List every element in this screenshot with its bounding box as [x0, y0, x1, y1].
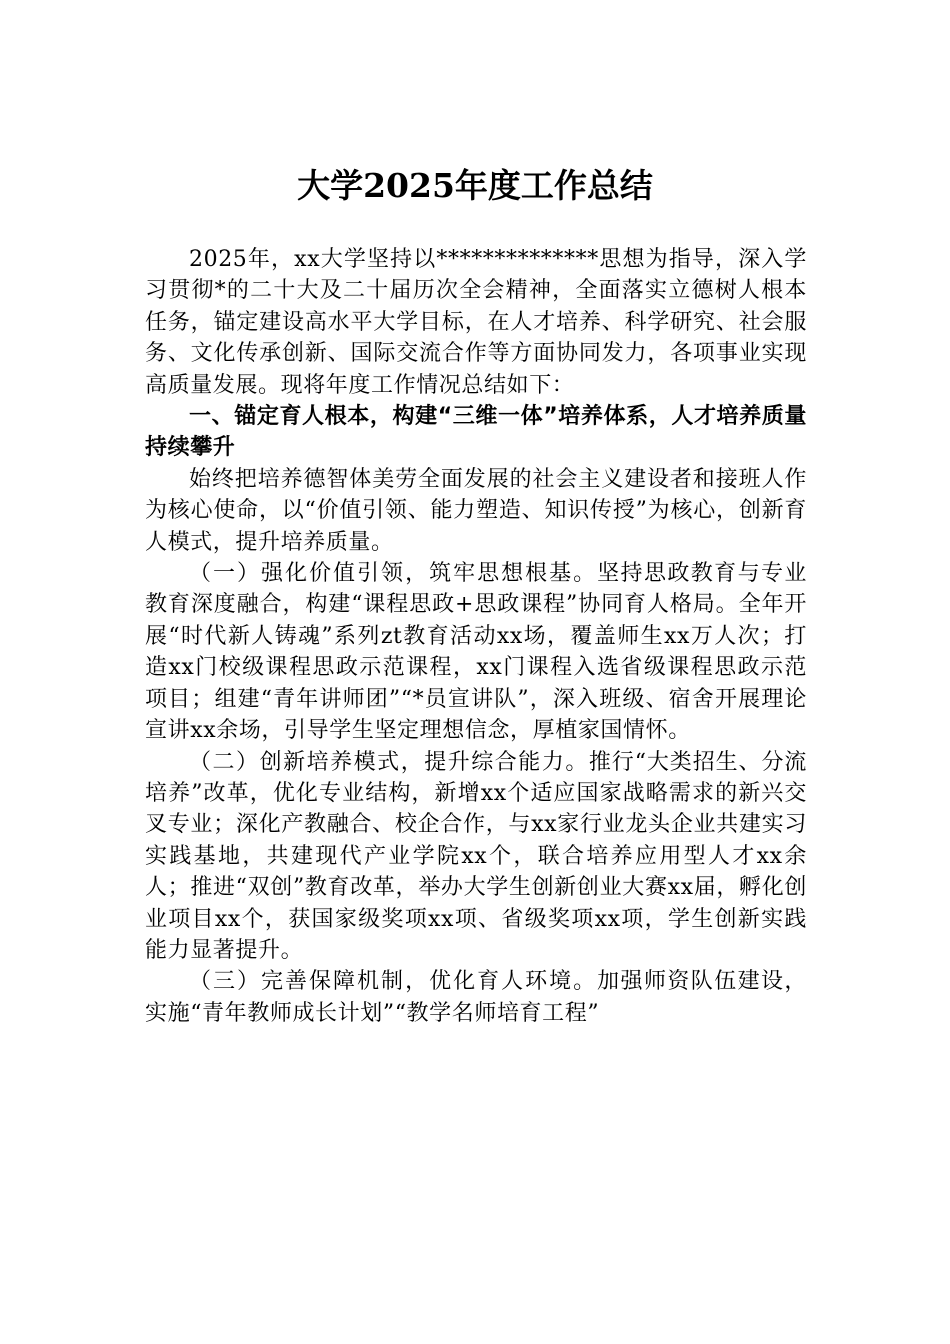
section-1-intro-paragraph: 始终把培养德智体美劳全面发展的社会主义建设者和接班人作为核心使命，以“价值引领、能力塑造、知识传授”为核心，创新育人模式，提升培养质量。 — [145, 466, 807, 555]
section-heading-1: 一、锚定育人根本，构建“三维一体”培养体系，人才培养质量持续攀升 — [145, 404, 807, 461]
subsection-2-lead: （二）创新培养模式，提升综合能力。 — [189, 749, 589, 775]
subsection-3-text: 加强师资队伍建设，实施“青年教师成长计划”“教学名师培育工程” — [145, 969, 808, 1026]
document-title: 大学2025年度工作总结 — [297, 166, 653, 205]
subsection-1-lead: （一）强化价值引领，筑牢思想根基。 — [189, 561, 598, 587]
subsection-1-paragraph — [145, 558, 807, 746]
subsection-2-text: 推行“大类招生、分流培养”改革，优化专业结构，新增xx个适应国家战略需求的新兴交叉专业；深化产教融合、校企合作，与xx家行业龙头企业共建实习实践基地，共建现代产业学院xx个，联合培养应用型人才xx余人；推进“双创”教育改革，举办大学生创新创业大赛xx届，孵化创业项目xx个，获国家级奖项xx项、省级奖项xx项，学生创新实践能力显著提升。 — [145, 749, 807, 963]
subsection-3-paragraph — [145, 966, 807, 1029]
subsection-2-paragraph — [145, 747, 807, 967]
document-body — [145, 244, 807, 1029]
intro-paragraph: 2025年，xx大学坚持以**************思想为指导，深入学习贯彻*的二十大及二十届历次全会精神，全面落实立德树人根本任务，锚定建设高水平大学目标，在人才培养、科学研究、社会服务、文化传承创新、国际交流合作等方面协同发力，各项事业实现高质量发展。现将年度工作情况总结如下： — [145, 247, 807, 398]
subsection-3-lead: （三）完善保障机制，优化育人环境。 — [189, 969, 598, 995]
subsection-1-text: 坚持思政教育与专业教育深度融合，构建“课程思政+思政课程”协同育人格局。全年开展“时代新人铸魂”系列zt教育活动xx场，覆盖师生xx万人次；打造xx门校级课程思政示范课程，xx门课程入选省级课程思政示范项目；组建“青年讲师团”“*员宣讲队”，深入班级、宿舍开展理论宣讲xx余场，引导学生坚定理想信念，厚植家国情怀。 — [145, 561, 808, 744]
